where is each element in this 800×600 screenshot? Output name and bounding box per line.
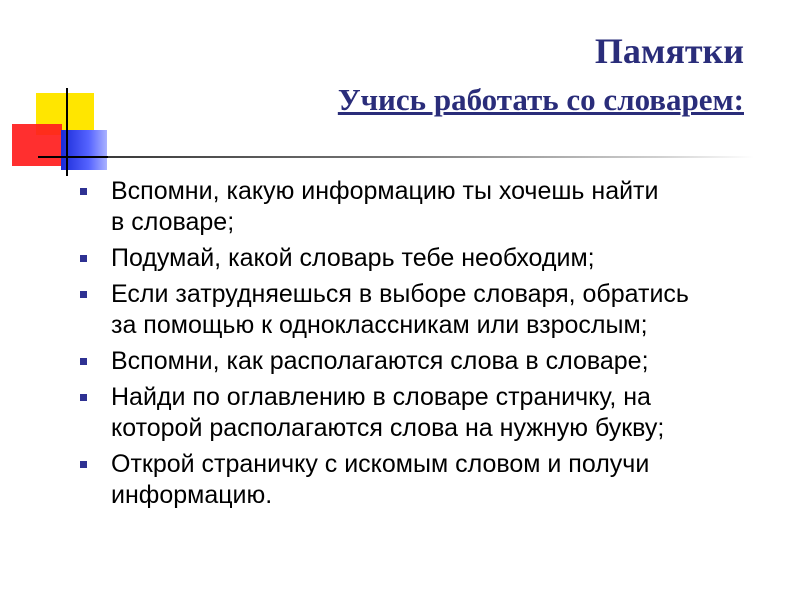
- title-divider: [108, 156, 754, 158]
- logo-vertical-line: [66, 88, 68, 176]
- decorative-squares-logo: [0, 0, 130, 180]
- list-item-text-continued: информацию.: [111, 481, 273, 509]
- bullet-icon: [80, 291, 87, 298]
- slide-subtitle: Учись работать со словарем:: [337, 82, 744, 117]
- list-item: [80, 176, 760, 238]
- list-item: [80, 382, 760, 444]
- bullet-icon: [80, 255, 87, 262]
- list-item-text: Вспомни, как располагаются слова в словаре;: [111, 347, 649, 375]
- red-square: [12, 124, 62, 166]
- list-item: [80, 346, 760, 377]
- list-item: [80, 243, 760, 274]
- slide-title: Памятки: [594, 31, 744, 71]
- bullet-icon: [80, 394, 87, 401]
- list-item: [80, 279, 760, 341]
- list-item-text: Подумай, какой словарь тебе необходим;: [111, 244, 595, 272]
- list-item-text: Если затрудняешься в выборе словаря, обратись: [111, 280, 689, 308]
- bullet-icon: [80, 188, 87, 195]
- list-item-text: Вспомни, какую информацию ты хочешь найти: [111, 177, 659, 205]
- logo-horizontal-line: [38, 156, 113, 158]
- list-item-text-continued: которой располагаются слова на нужную букву;: [111, 414, 665, 442]
- list-item-text-continued: в словаре;: [111, 208, 235, 236]
- list-item-text: Найди по оглавлению в словаре страничку, на: [111, 383, 651, 411]
- bullet-icon: [80, 461, 87, 468]
- memo-list: [80, 176, 760, 516]
- list-item-text-continued: за помощью к одноклассникам или взрослым;: [111, 311, 648, 339]
- list-item-text: Открой страничку с искомым словом и получи: [111, 450, 650, 478]
- bullet-icon: [80, 358, 87, 365]
- list-item: [80, 449, 760, 511]
